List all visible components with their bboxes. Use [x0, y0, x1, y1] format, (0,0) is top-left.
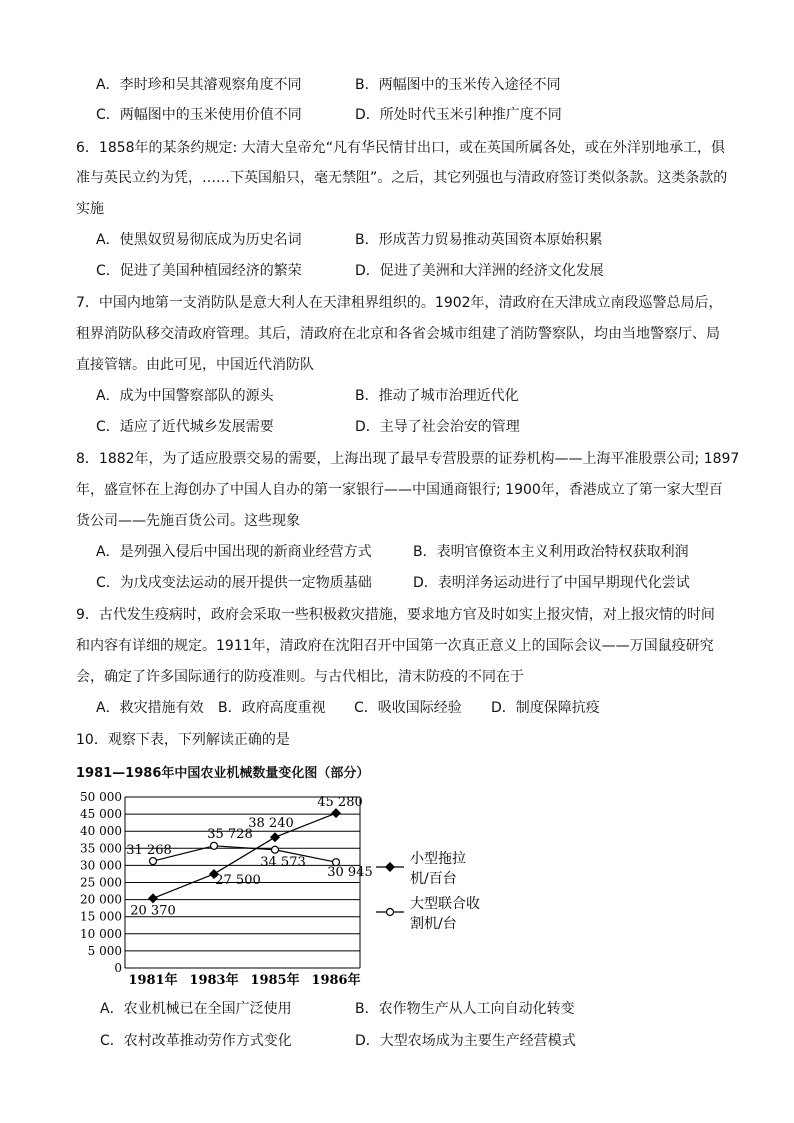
y-tick-label: 50 000 [80, 790, 122, 804]
q6-option-b: B．形成苦力贸易推动英国资本原始积累 [355, 232, 603, 248]
q9-stem-line-2: 和内容有详细的规定。1911年，清政府在沈阳召开中国第一次真正意义上的国际会议——万国鼠疫研究 [76, 638, 714, 654]
data-point [148, 893, 158, 903]
q9-option-a: A．救灾措施有效 [96, 700, 204, 716]
data-label: 45 280 [317, 795, 363, 811]
y-tick-label: 45 000 [80, 807, 122, 822]
q6-option-a: A．使黑奴贸易彻底成为历史名词 [96, 232, 302, 248]
data-label: 31 268 [126, 843, 172, 859]
q10-option-b: B．农作物生产从人工向自动化转变 [355, 1001, 575, 1017]
q9-option-d: D．制度保障抗疫 [491, 700, 600, 716]
q5-option-d: D．所处时代玉米引种推广度不同 [355, 107, 562, 123]
legend-label: 割机/台 [410, 916, 457, 932]
x-tick-label: 1985年 [250, 973, 300, 988]
q6-option-c: C．促进了美国种植园经济的繁荣 [96, 263, 302, 279]
data-label: 20 370 [130, 903, 176, 919]
q9-stem-line-3: 会，确定了许多国际通行的防疫准则。与古代相比，清末防疫的不同在于 [76, 669, 524, 685]
q7-option-a: A．成为中国警察部队的源头 [96, 388, 274, 404]
q9-option-b: B．政府高度重视 [218, 700, 326, 716]
x-tick-label: 1986年 [311, 973, 361, 988]
q7-stem-line-2: 租界消防队移交清政府管理。其后，清政府在北京和各省会城市组建了消防警察队，均由当地警察厅、局 [76, 326, 720, 342]
legend-label: 小型拖拉 [410, 851, 466, 867]
q9-stem-line-1: 9．古代发生疫病时，政府会采取一些积极救灾措施，要求地方官及时如实上报灾情，对上报灾情的时间 [76, 607, 715, 623]
q9-option-c: C．吸收国际经验 [354, 700, 462, 716]
legend-marker [385, 862, 395, 872]
x-tick-label: 1981年 [128, 973, 178, 988]
y-tick-label: 30 000 [80, 858, 122, 873]
y-tick-label: 0 [114, 961, 122, 975]
q7-stem-line-3: 直接管辖。由此可见，中国近代消防队 [76, 357, 314, 373]
q6-stem-line-3: 实施 [76, 201, 104, 217]
q8-option-a: A．是列强入侵后中国出现的新商业经营方式 [96, 544, 372, 560]
q8-option-c: C．为戊戌变法运动的展开提供一定物质基础 [96, 575, 372, 591]
y-tick-label: 25 000 [80, 875, 122, 890]
data-label: 27 500 [215, 872, 261, 888]
q7-option-b: B．推动了城市治理近代化 [355, 388, 519, 404]
y-tick-label: 15 000 [80, 909, 122, 924]
legend-marker [387, 909, 394, 916]
q8-stem-line-3: 货公司——先施百货公司。这些现象 [76, 513, 300, 529]
y-tick-label: 20 000 [80, 892, 122, 907]
q10-stem: 10．观察下表，下列解读正确的是 [76, 732, 290, 748]
y-tick-label: 10 000 [80, 926, 122, 941]
q6-stem-line-1: 6．1858年的某条约规定: 大清大皇帝允“凡有华民情甘出口，或在英国所属各处，或在外洋别地承工，俱 [76, 140, 725, 156]
q7-stem-line-1: 7．中国内地第一支消防队是意大利人在天津租界组织的。1902年，清政府在天津成立南段巡警总局后， [76, 295, 723, 311]
data-point [272, 846, 279, 853]
agri-machinery-chart [0, 780, 794, 990]
q8-option-b: B．表明官僚资本主义利用政治特权获取利润 [413, 544, 689, 560]
q7-option-c: C．适应了近代城乡发展需要 [96, 419, 274, 435]
chart-title: 1981—1986年中国农业机械数量变化图（部分） [76, 766, 370, 781]
q8-option-d: D．表明洋务运动进行了中国早期现代化尝试 [413, 575, 690, 591]
q8-stem-line-2: 年，盛宣怀在上海创办了中国人自办的第一家银行——中国通商银行; 1900年，香港成立了第一家大型百 [76, 482, 723, 498]
y-tick-label: 35 000 [80, 841, 122, 856]
x-tick-label: 1983年 [189, 973, 239, 988]
data-point [211, 842, 218, 849]
q6-option-d: D．促进了美洲和大洋洲的经济文化发展 [355, 263, 604, 279]
data-point [270, 832, 280, 842]
data-label: 34 573 [260, 854, 306, 870]
y-tick-label: 5 000 [87, 943, 122, 958]
data-label: 38 240 [248, 816, 294, 832]
q7-option-d: D．主导了社会治安的管理 [355, 419, 520, 435]
data-point [150, 858, 157, 865]
data-label: 30 945 [327, 865, 373, 881]
q10-option-c: C．农村改革推动劳作方式变化 [100, 1033, 292, 1049]
data-label: 35 728 [207, 826, 253, 842]
legend-label: 机/百台 [410, 871, 457, 887]
y-tick-label: 40 000 [80, 824, 122, 839]
q5-option-a: A．李时珍和吴其濬观察角度不同 [96, 77, 302, 93]
q5-option-b: B．两幅图中的玉米传入途径不同 [355, 77, 561, 93]
q5-option-c: C．两幅图中的玉米使用价值不同 [96, 107, 302, 123]
legend-label: 大型联合收 [410, 896, 480, 912]
q10-option-d: D．大型农场成为主要生产经营模式 [355, 1033, 576, 1049]
q10-option-a: A．农业机械已在全国广泛使用 [100, 1001, 292, 1017]
q8-stem-line-1: 8．1882年，为了适应股票交易的需要，上海出现了最早专营股票的证券机构——上海平准股票公司; 1897 [76, 451, 740, 467]
q6-stem-line-2: 准与英民立约为凭，……下英国船只，毫无禁阻”。之后，其它列强也与清政府签订类似条款。这类条款的 [76, 170, 728, 186]
